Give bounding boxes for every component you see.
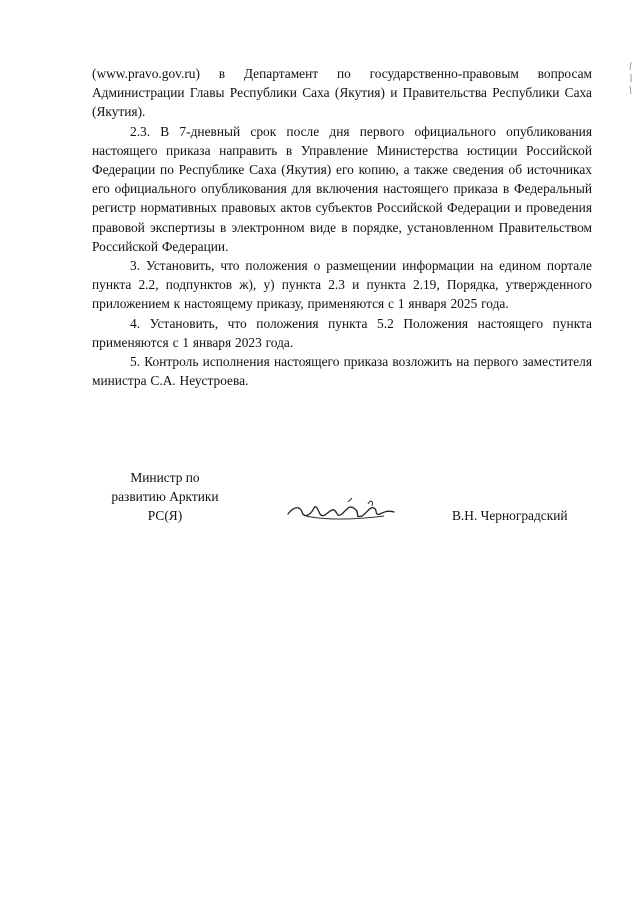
paragraph-1: (www.pravo.gov.ru) в Департамент по государственно-правовым вопросам Администрации Главы Республики Саха (Якутия) и Правительства Республики Саха (Якутия). [92,66,592,120]
paragraph-3: 3. Установить, что положения о размещении информации на едином портале пункта 2.2, подпунктов ж), у) пункта 2.3 и пункта 2.19, Порядка, утвержденного приложением к настоящему приказу, применяются с 1 января 2025 года. [92,258,592,312]
signature-block [0,468,640,538]
signer-name: В.Н. Черноградский [452,508,568,523]
paragraph-5: 5. Контроль исполнения настоящего приказа возложить на первого заместителя министра С.А. Неустроева. [92,354,592,389]
signer-title-line: Министр по [130,470,200,485]
signer-title-line: РС(Я) [147,508,183,524]
scan-edge-mark [628,60,634,100]
handwritten-signature [284,496,402,526]
signer-title-line: развитию Арктики [111,489,219,505]
signer-title [96,468,234,526]
paragraph-4: 4. Установить, что положения пункта 5.2 Положения настоящего пункта применяются с 1 января 2023 года. [92,315,592,350]
document-body [92,64,592,390]
paragraph-2-3: 2.3. В 7-дневный срок после дня первого официального опубликования настоящего приказа направить в Управление Министерства юстиции Российской Федерации по Республике Саха (Якутия) его копию, а также сведения об источниках его официального опубликования для включения настоящего приказа в Федеральный регистр нормативных правовых актов субъектов Российской Федерации и проведения правовой экспертизы в электронном виде в порядке, установленном Правительством Российской Федерации. [92,123,592,254]
